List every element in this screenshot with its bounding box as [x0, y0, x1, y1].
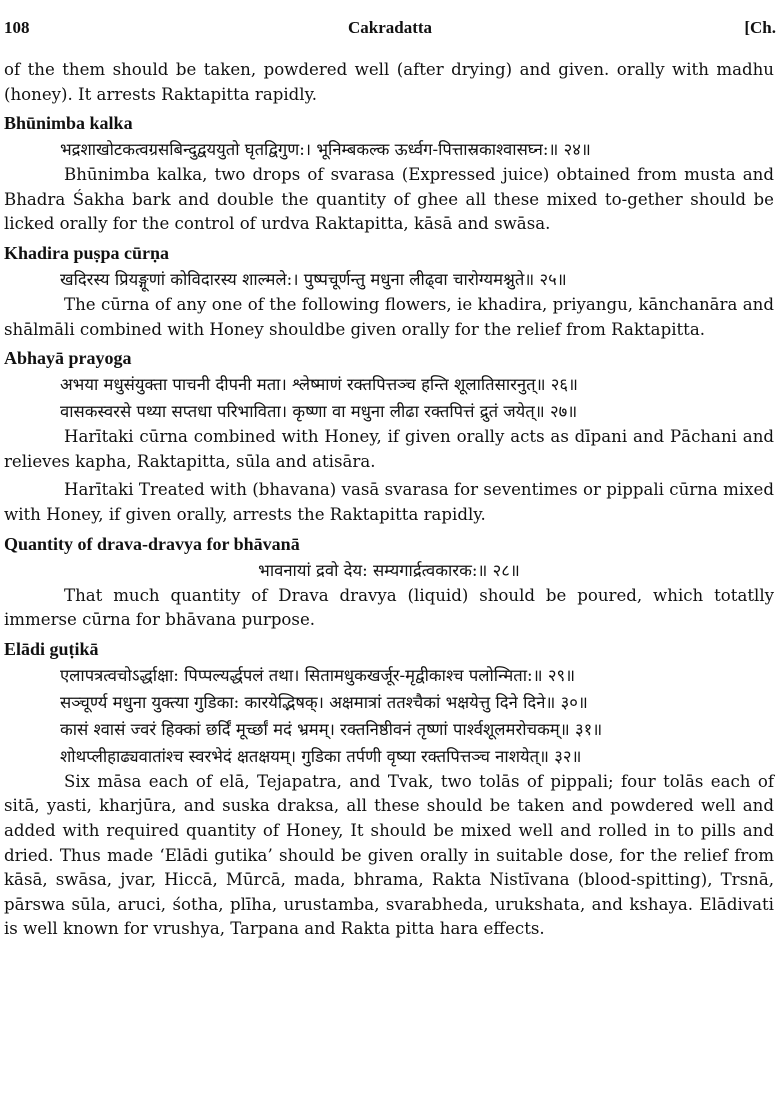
sloka-26: अभया मधुसंयुक्ता पाचनी दीपनी मता। श्लेष्माणं रक्तपित्तञ्च हन्ति शूलातिसारनुत्॥ २६॥ — [60, 375, 579, 395]
page-number: 108 — [4, 18, 30, 37]
book-title: Cakradatta — [347, 18, 433, 37]
heading-drava-dravya: Quantity of drava-dravya for bhāvanā — [4, 533, 300, 554]
sloka-29: एलापत्रत्वचोऽर्द्धाक्षा: पिप्पल्यर्द्धपलं तथा। सितामधुकखर्जूर-मृद्वीकाश्च पलोन्मिता:॥ २९॥ — [60, 665, 576, 685]
heading-bhunimba-kalka: Bhūnimba kalka — [4, 113, 133, 134]
paragraph-khadira: The cūrna of any one of the following flowers, ie khadira, priyangu, kānchanāra and shālmāli combined with Honey shouldbe given orally for the relief from Raktapitta. — [4, 294, 774, 339]
paragraph-drava: That much quantity of Drava dravya (liquid) should be poured, which totatlly immerse cūrna for bhāvana purpose. — [4, 585, 774, 630]
heading-abhaya-prayoga: Abhayā prayoga — [4, 348, 132, 369]
sloka-27: वासकस्वरसे पथ्या सप्तधा परिभाविता। कृष्णा वा मधुना लीढा रक्तपित्तं द्रुतं जयेत्॥ २७॥ — [60, 402, 578, 422]
page-body — [4, 58, 774, 942]
heading-khadira-puspa: Khadira puṣpa cūrṇa — [4, 242, 170, 263]
sloka-24: भद्रशाखोटकत्वग्रसबिन्दुद्वययुतो घृतद्विगुण:। भूनिम्बकल्क ऊर्ध्वग-पित्तास्रकाश्वासघ्न:॥ २४॥ — [60, 140, 591, 160]
sloka-30: सञ्चूर्ण्य मधुना युक्त्या गुडिका: कारयेद्भिषक्। अक्षमात्रां ततश्चैकां भक्षयेत्तु दिने दिने॥ ३०॥ — [60, 692, 588, 712]
sloka-31: कासं श्वासं ज्वरं हिक्कां छर्दिं मूर्च्छां मदं भ्रमम्। रक्तनिष्ठीवनं तृष्णां पार्श्वशूलमरोचकम्॥ ३१॥ — [60, 719, 603, 739]
chapter-marker: [Ch. — [744, 18, 776, 37]
paragraph-haritaki-2: Harītaki Treated with (bhavana) vasā svarasa for seventimes or pippali cūrna mixed with Honey, if given orally, arrests the Raktapitta rapidly. — [4, 480, 774, 524]
heading-eladi-gutika: Elādi guṭikā — [4, 638, 99, 659]
paragraph-haritaki-1: Harītaki cūrna combined with Honey, if given orally acts as dīpani and Pāchani and relieves kapha, Raktapitta, sūla and atisāra. — [4, 427, 774, 471]
sloka-28: भावनायां द्रवो देय: सम्यगार्द्रत्वकारक:॥ २८॥ — [258, 560, 520, 580]
paragraph-bhunimba: Bhūnimba kalka, two drops of svarasa (Expressed juice) obtained from musta and Bhadra Śakha bark and double the quantity of ghee all these mixed to-gether should be licked orally for the control of urdva Raktapitta, kāsā and swāsa. — [4, 165, 774, 234]
sloka-25: खदिरस्य प्रियङ्गूणां कोविदारस्य शाल्मले:। पुष्पचूर्णन्तु मधुना लीढ्वा चारोग्यमश्नुते॥ २५॥ — [60, 269, 567, 289]
paragraph-eladi: Six māsa each of elā, Tejapatra, and Tvak, two tolās of pippali; four tolās each of sitā, yasti, kharjūra, and suska draksa, all these should be taken and powdered well and added with required quantity of Honey, It should be mixed well and rolled in to pills and dried. Thus made ‘Elādi gutika’ should be given orally in suitable dose, for the relief from kāsā, swāsa, jvar, Hiccā, Mūrcā, mada, bhrama, Rakta Nistīvana (blood-spitting), Trsnā, pārswa sūla, aruci, śotha, plīha, urustamba, svarabheda, urukshata, and kshaya. Elādivati is well known for vrushya, Tarpana and Rakta pitta hara effects. — [4, 771, 774, 939]
paragraph-continuation: of the them should be taken, powdered well (after drying) and given. orally with madhu (honey). It arrests Raktapitta rapidly. — [4, 60, 774, 104]
sloka-32: शोथप्लीहाढ्यवातांश्च स्वरभेदं क्षतक्षयम्। गुडिका तर्पणी वृष्या रक्तपित्तञ्च नाशयेत्॥ ३२॥ — [60, 746, 582, 766]
running-header — [4, 18, 776, 42]
